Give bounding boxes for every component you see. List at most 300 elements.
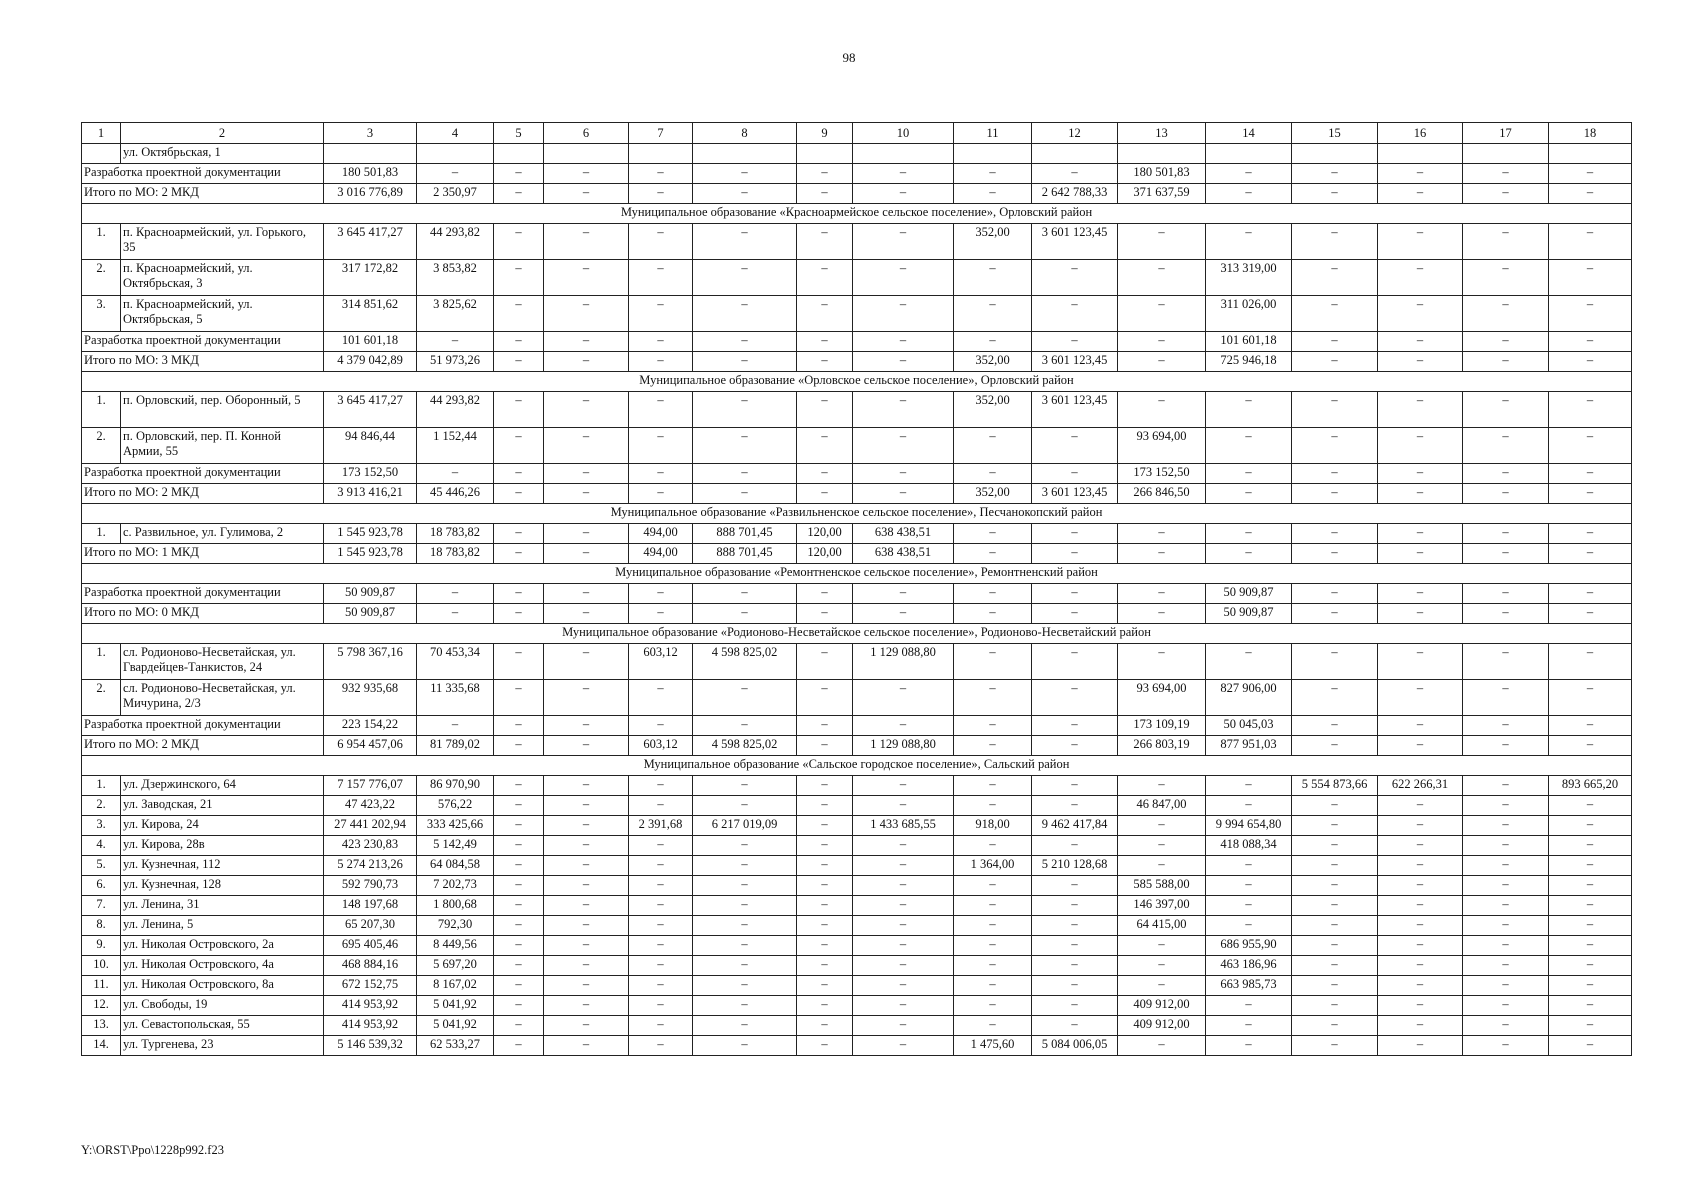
address-cell: ул. Дзержинского, 64 xyxy=(121,776,324,796)
value-cell: – xyxy=(1378,260,1463,296)
value-cell: 180 501,83 xyxy=(1118,164,1206,184)
value-cell: 792,30 xyxy=(417,916,494,936)
value-cell: – xyxy=(1206,996,1292,1016)
value-cell: 352,00 xyxy=(954,224,1032,260)
value-cell: – xyxy=(797,836,853,856)
value-cell: 5 274 213,26 xyxy=(324,856,417,876)
building-row xyxy=(82,836,1632,856)
row-label: Итого по МО: 2 МКД xyxy=(82,184,324,204)
value-cell: – xyxy=(544,856,629,876)
value-cell: – xyxy=(544,164,629,184)
value-cell: 5 554 873,66 xyxy=(1292,776,1378,796)
value-cell: 50 909,87 xyxy=(1206,604,1292,624)
row-number: 1. xyxy=(82,524,121,544)
value-cell: – xyxy=(693,996,797,1016)
value-cell: – xyxy=(417,584,494,604)
value-cell: – xyxy=(693,956,797,976)
municipality-heading: Муниципальное образование «Красноармейское сельское поселение», Орловский район xyxy=(82,204,1632,224)
value-cell: 3 853,82 xyxy=(417,260,494,296)
value-cell: – xyxy=(1549,896,1632,916)
row-number: 8. xyxy=(82,916,121,936)
value-cell: 638 438,51 xyxy=(853,524,954,544)
value-cell: – xyxy=(629,428,693,464)
value-cell: – xyxy=(544,392,629,428)
value-cell: 8 449,56 xyxy=(417,936,494,956)
value-cell: – xyxy=(544,716,629,736)
row-label: Разработка проектной документации xyxy=(82,164,324,184)
row-label: Разработка проектной документации xyxy=(82,716,324,736)
value-cell: – xyxy=(629,584,693,604)
row-number: 1. xyxy=(82,644,121,680)
building-row xyxy=(82,856,1632,876)
value-cell: – xyxy=(1118,956,1206,976)
value-cell: – xyxy=(1549,876,1632,896)
value-cell: – xyxy=(1032,544,1118,564)
continuation-row xyxy=(82,144,1632,164)
building-row xyxy=(82,916,1632,936)
value-cell: – xyxy=(1206,224,1292,260)
value-cell: 3 601 123,45 xyxy=(1032,352,1118,372)
value-cell: – xyxy=(1549,260,1632,296)
value-cell: 725 946,18 xyxy=(1206,352,1292,372)
value-cell: – xyxy=(1292,464,1378,484)
value-cell: – xyxy=(853,184,954,204)
value-cell: – xyxy=(797,876,853,896)
value-cell xyxy=(324,144,417,164)
value-cell: – xyxy=(629,876,693,896)
value-cell: 9 994 654,80 xyxy=(1206,816,1292,836)
value-cell: – xyxy=(954,1016,1032,1036)
value-cell: 146 397,00 xyxy=(1118,896,1206,916)
value-cell: – xyxy=(1463,796,1549,816)
value-cell: – xyxy=(1549,484,1632,504)
value-cell: – xyxy=(853,716,954,736)
value-cell: 663 985,73 xyxy=(1206,976,1292,996)
value-cell: – xyxy=(1118,936,1206,956)
row-number: 1. xyxy=(82,776,121,796)
value-cell: – xyxy=(954,464,1032,484)
value-cell: – xyxy=(693,428,797,464)
value-cell: 64 415,00 xyxy=(1118,916,1206,936)
value-cell: – xyxy=(1292,816,1378,836)
value-cell: 1 545 923,78 xyxy=(324,544,417,564)
value-cell: – xyxy=(544,876,629,896)
value-cell: – xyxy=(1549,224,1632,260)
summary-row xyxy=(82,332,1632,352)
section-heading-row xyxy=(82,504,1632,524)
value-cell: – xyxy=(693,776,797,796)
value-cell: – xyxy=(1378,1016,1463,1036)
address-cell: ул. Кузнечная, 128 xyxy=(121,876,324,896)
value-cell: – xyxy=(494,816,544,836)
value-cell: – xyxy=(1032,464,1118,484)
value-cell: – xyxy=(1378,184,1463,204)
value-cell: 409 912,00 xyxy=(1118,996,1206,1016)
value-cell: 47 423,22 xyxy=(324,796,417,816)
value-cell: – xyxy=(954,956,1032,976)
value-cell: 101 601,18 xyxy=(1206,332,1292,352)
value-cell: 827 906,00 xyxy=(1206,680,1292,716)
value-cell: – xyxy=(1032,796,1118,816)
value-cell: – xyxy=(853,484,954,504)
address-cell: ул. Ленина, 5 xyxy=(121,916,324,936)
building-row xyxy=(82,1036,1632,1056)
value-cell: – xyxy=(1032,332,1118,352)
column-number-cell: 3 xyxy=(324,123,417,144)
value-cell: – xyxy=(544,184,629,204)
section-heading-row xyxy=(82,372,1632,392)
value-cell: – xyxy=(544,816,629,836)
value-cell: – xyxy=(797,776,853,796)
summary-row xyxy=(82,604,1632,624)
value-cell: – xyxy=(1118,776,1206,796)
value-cell: – xyxy=(1549,584,1632,604)
address-cell: ул. Кирова, 24 xyxy=(121,816,324,836)
value-cell: – xyxy=(629,776,693,796)
value-cell: – xyxy=(1378,524,1463,544)
value-cell: – xyxy=(797,816,853,836)
value-cell: – xyxy=(1463,936,1549,956)
column-number-cell: 10 xyxy=(853,123,954,144)
value-cell: – xyxy=(1378,916,1463,936)
address-cell: п. Красноармейский, ул. Октябрьская, 5 xyxy=(121,296,324,332)
row-number: 1. xyxy=(82,224,121,260)
value-cell: – xyxy=(629,956,693,976)
value-cell: – xyxy=(1549,164,1632,184)
value-cell: – xyxy=(954,836,1032,856)
value-cell: – xyxy=(1032,936,1118,956)
value-cell: – xyxy=(494,936,544,956)
section-heading-row xyxy=(82,624,1632,644)
value-cell: – xyxy=(797,736,853,756)
value-cell: – xyxy=(494,896,544,916)
value-cell: 352,00 xyxy=(954,392,1032,428)
municipality-heading: Муниципальное образование «Орловское сельское поселение», Орловский район xyxy=(82,372,1632,392)
row-number: 1. xyxy=(82,392,121,428)
value-cell: – xyxy=(1292,976,1378,996)
value-cell: 1 129 088,80 xyxy=(853,736,954,756)
value-cell: – xyxy=(693,876,797,896)
municipality-heading: Муниципальное образование «Ремонтненское сельское поселение», Ремонтненский район xyxy=(82,564,1632,584)
column-number-cell: 5 xyxy=(494,123,544,144)
value-cell: – xyxy=(1549,916,1632,936)
value-cell: – xyxy=(1292,876,1378,896)
row-number: 10. xyxy=(82,956,121,976)
value-cell: – xyxy=(693,796,797,816)
value-cell: 1 800,68 xyxy=(417,896,494,916)
value-cell: 5 697,20 xyxy=(417,956,494,976)
value-cell: 94 846,44 xyxy=(324,428,417,464)
value-cell: – xyxy=(1463,916,1549,936)
value-cell: 1 545 923,78 xyxy=(324,524,417,544)
value-cell: – xyxy=(1378,296,1463,332)
value-cell: – xyxy=(1032,836,1118,856)
value-cell: – xyxy=(1292,996,1378,1016)
value-cell: – xyxy=(544,896,629,916)
value-cell: – xyxy=(494,392,544,428)
address-cell: сл. Родионово-Несветайская, ул. Гвардейцев-Танкистов, 24 xyxy=(121,644,324,680)
value-cell: – xyxy=(954,184,1032,204)
value-cell: – xyxy=(1549,184,1632,204)
address-cell: с. Развильное, ул. Гулимова, 2 xyxy=(121,524,324,544)
value-cell: – xyxy=(797,604,853,624)
value-cell: – xyxy=(494,680,544,716)
value-cell: – xyxy=(494,224,544,260)
value-cell: – xyxy=(629,976,693,996)
value-cell: – xyxy=(1032,524,1118,544)
value-cell xyxy=(1118,144,1206,164)
value-cell: – xyxy=(1378,856,1463,876)
value-cell: – xyxy=(494,524,544,544)
value-cell: – xyxy=(1118,260,1206,296)
value-cell: – xyxy=(1118,392,1206,428)
value-cell: – xyxy=(853,332,954,352)
value-cell: – xyxy=(1463,876,1549,896)
value-cell: 877 951,03 xyxy=(1206,736,1292,756)
value-cell: 50 909,87 xyxy=(1206,584,1292,604)
value-cell: – xyxy=(1032,164,1118,184)
value-cell: 148 197,68 xyxy=(324,896,417,916)
value-cell: 317 172,82 xyxy=(324,260,417,296)
value-cell: – xyxy=(853,796,954,816)
value-cell: – xyxy=(1549,996,1632,1016)
value-cell xyxy=(1463,144,1549,164)
value-cell: – xyxy=(629,916,693,936)
value-cell: – xyxy=(954,260,1032,296)
value-cell: – xyxy=(1463,1036,1549,1056)
address-cell: ул. Кузнечная, 112 xyxy=(121,856,324,876)
value-cell: – xyxy=(1292,224,1378,260)
value-cell: – xyxy=(494,464,544,484)
value-cell: – xyxy=(954,644,1032,680)
value-cell: 3 825,62 xyxy=(417,296,494,332)
value-cell: 3 645 417,27 xyxy=(324,224,417,260)
value-cell: 2 642 788,33 xyxy=(1032,184,1118,204)
value-cell: – xyxy=(494,736,544,756)
value-cell: – xyxy=(629,716,693,736)
value-cell: 9 462 417,84 xyxy=(1032,816,1118,836)
value-cell: – xyxy=(1032,1016,1118,1036)
column-number-cell: 13 xyxy=(1118,123,1206,144)
address-cell: ул. Ленина, 31 xyxy=(121,896,324,916)
value-cell: – xyxy=(1463,680,1549,716)
value-cell: – xyxy=(494,776,544,796)
value-cell: – xyxy=(1292,736,1378,756)
value-cell: – xyxy=(1032,776,1118,796)
value-cell: – xyxy=(693,352,797,372)
value-cell: – xyxy=(797,996,853,1016)
value-cell: – xyxy=(1463,484,1549,504)
value-cell: – xyxy=(1378,736,1463,756)
summary-row xyxy=(82,164,1632,184)
value-cell: – xyxy=(797,464,853,484)
value-cell: – xyxy=(1032,428,1118,464)
value-cell: – xyxy=(693,976,797,996)
value-cell: 2 350,97 xyxy=(417,184,494,204)
value-cell: – xyxy=(1292,484,1378,504)
value-cell: – xyxy=(544,736,629,756)
value-cell: – xyxy=(1463,260,1549,296)
building-row xyxy=(82,876,1632,896)
value-cell: – xyxy=(1292,544,1378,564)
value-cell: – xyxy=(1378,716,1463,736)
value-cell: – xyxy=(797,184,853,204)
value-cell: – xyxy=(954,524,1032,544)
summary-row xyxy=(82,716,1632,736)
address-cell: ул. Заводская, 21 xyxy=(121,796,324,816)
value-cell: 932 935,68 xyxy=(324,680,417,716)
value-cell: – xyxy=(1032,604,1118,624)
row-label: Разработка проектной документации xyxy=(82,464,324,484)
address-cell: ул. Кирова, 28в xyxy=(121,836,324,856)
value-cell: – xyxy=(853,976,954,996)
row-label: Итого по МО: 3 МКД xyxy=(82,352,324,372)
value-cell: – xyxy=(544,956,629,976)
section-heading-row xyxy=(82,756,1632,776)
summary-row xyxy=(82,464,1632,484)
value-cell: – xyxy=(1206,184,1292,204)
value-cell: – xyxy=(1378,604,1463,624)
row-number: 2. xyxy=(82,428,121,464)
value-cell: – xyxy=(629,836,693,856)
value-cell: 1 475,60 xyxy=(954,1036,1032,1056)
value-cell: – xyxy=(853,680,954,716)
value-cell: – xyxy=(544,680,629,716)
value-cell: – xyxy=(954,604,1032,624)
value-cell: – xyxy=(1549,736,1632,756)
value-cell: 3 913 416,21 xyxy=(324,484,417,504)
value-cell: – xyxy=(1378,428,1463,464)
column-number-cell: 1 xyxy=(82,123,121,144)
value-cell: 3 645 417,27 xyxy=(324,392,417,428)
value-cell: – xyxy=(853,428,954,464)
value-cell: – xyxy=(1463,856,1549,876)
value-cell: 311 026,00 xyxy=(1206,296,1292,332)
value-cell: 5 142,49 xyxy=(417,836,494,856)
value-cell: – xyxy=(1206,1016,1292,1036)
address-cell: ул. Октябрьская, 1 xyxy=(121,144,324,164)
value-cell: – xyxy=(1032,896,1118,916)
value-cell: – xyxy=(1292,428,1378,464)
value-cell: – xyxy=(629,332,693,352)
footer-file-path: Y:\ORST\Ppo\1228p992.f23 xyxy=(81,1143,224,1157)
value-cell xyxy=(1549,144,1632,164)
column-number-cell: 8 xyxy=(693,123,797,144)
value-cell: – xyxy=(1032,976,1118,996)
value-cell: 50 045,03 xyxy=(1206,716,1292,736)
value-cell: – xyxy=(954,164,1032,184)
value-cell: 266 803,19 xyxy=(1118,736,1206,756)
value-cell: – xyxy=(1118,816,1206,836)
value-cell: – xyxy=(629,856,693,876)
value-cell: 101 601,18 xyxy=(324,332,417,352)
building-row xyxy=(82,956,1632,976)
value-cell: – xyxy=(544,352,629,372)
value-cell: – xyxy=(693,584,797,604)
column-number-header xyxy=(82,123,1632,144)
value-cell: 120,00 xyxy=(797,544,853,564)
value-cell: – xyxy=(1032,736,1118,756)
value-cell: – xyxy=(1549,1016,1632,1036)
table-body xyxy=(82,144,1632,1056)
value-cell: – xyxy=(1549,464,1632,484)
value-cell: – xyxy=(853,996,954,1016)
value-cell: 371 637,59 xyxy=(1118,184,1206,204)
value-cell: – xyxy=(1378,876,1463,896)
municipality-heading: Муниципальное образование «Развильненское сельское поселение», Песчанокопский район xyxy=(82,504,1632,524)
value-cell: – xyxy=(1463,464,1549,484)
value-cell xyxy=(1292,144,1378,164)
value-cell xyxy=(1206,144,1292,164)
value-cell: 180 501,83 xyxy=(324,164,417,184)
value-cell xyxy=(494,144,544,164)
value-cell xyxy=(954,144,1032,164)
value-cell: – xyxy=(954,544,1032,564)
value-cell: – xyxy=(853,876,954,896)
value-cell: – xyxy=(797,896,853,916)
value-cell: – xyxy=(693,716,797,736)
value-cell: – xyxy=(693,332,797,352)
value-cell: – xyxy=(1378,464,1463,484)
building-row xyxy=(82,260,1632,296)
value-cell: – xyxy=(1378,392,1463,428)
value-cell: 81 789,02 xyxy=(417,736,494,756)
value-cell: – xyxy=(797,796,853,816)
value-cell: – xyxy=(954,896,1032,916)
value-cell: – xyxy=(1032,956,1118,976)
value-cell: 494,00 xyxy=(629,544,693,564)
row-number: 3. xyxy=(82,816,121,836)
value-cell: – xyxy=(797,1036,853,1056)
value-cell: – xyxy=(629,680,693,716)
row-label: Итого по МО: 2 МКД xyxy=(82,736,324,756)
value-cell: – xyxy=(693,1016,797,1036)
value-cell: – xyxy=(693,392,797,428)
row-number: 14. xyxy=(82,1036,121,1056)
value-cell: – xyxy=(1463,644,1549,680)
row-label: Итого по МО: 0 МКД xyxy=(82,604,324,624)
row-number: 12. xyxy=(82,996,121,1016)
building-row xyxy=(82,796,1632,816)
value-cell: – xyxy=(544,776,629,796)
value-cell: – xyxy=(494,716,544,736)
value-cell: – xyxy=(1118,836,1206,856)
value-cell: 622 266,31 xyxy=(1378,776,1463,796)
value-cell: – xyxy=(1378,484,1463,504)
column-number-cell: 17 xyxy=(1463,123,1549,144)
building-row xyxy=(82,976,1632,996)
value-cell: – xyxy=(1549,392,1632,428)
value-cell: – xyxy=(494,428,544,464)
value-cell: – xyxy=(1292,1036,1378,1056)
value-cell: – xyxy=(494,996,544,1016)
value-cell: – xyxy=(797,936,853,956)
row-number: 7. xyxy=(82,896,121,916)
value-cell: – xyxy=(494,296,544,332)
value-cell: – xyxy=(494,260,544,296)
value-cell: – xyxy=(544,936,629,956)
value-cell: – xyxy=(1206,896,1292,916)
value-cell: – xyxy=(954,876,1032,896)
value-cell: – xyxy=(1292,836,1378,856)
value-cell: – xyxy=(1292,392,1378,428)
value-cell: – xyxy=(1549,332,1632,352)
column-number-cell: 16 xyxy=(1378,123,1463,144)
row-number: 4. xyxy=(82,836,121,856)
value-cell: – xyxy=(1118,296,1206,332)
value-cell: – xyxy=(693,856,797,876)
value-cell: – xyxy=(1463,716,1549,736)
